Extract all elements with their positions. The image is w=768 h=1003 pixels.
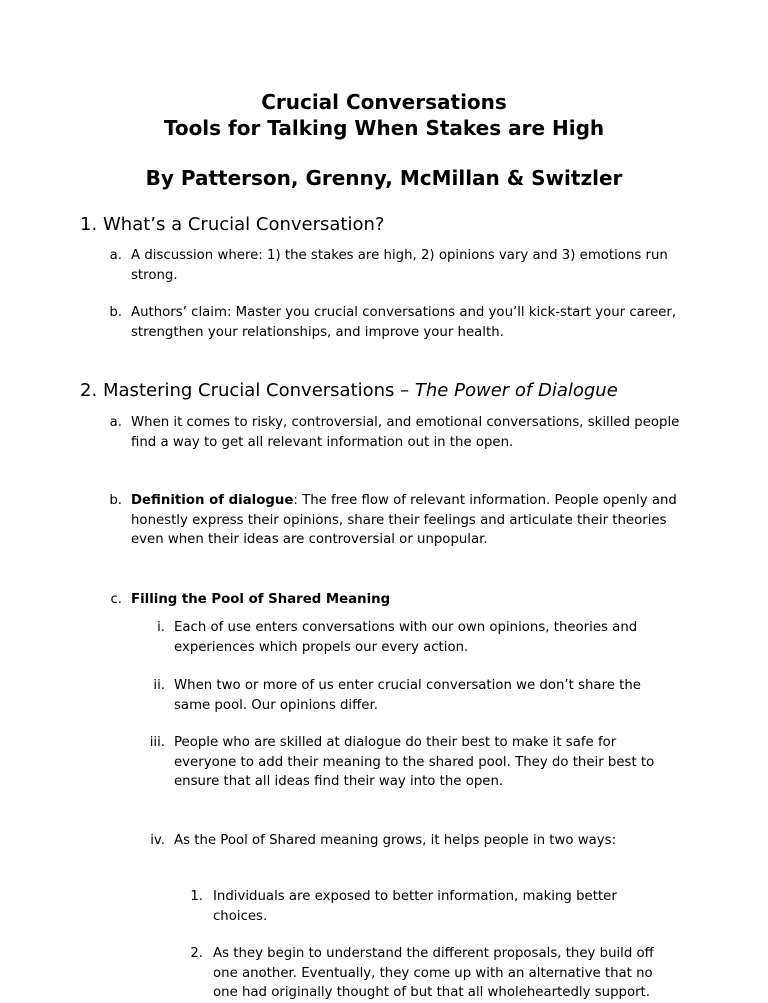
list-label: c. <box>110 592 122 607</box>
list-label: iv. <box>150 833 165 848</box>
list-label: i. <box>157 620 165 635</box>
list-label: ii. <box>153 678 165 693</box>
section-title-italic: The Power of Dialogue <box>414 380 618 401</box>
definition-term: Definition of dialogue <box>131 493 294 508</box>
list-label: b. <box>109 305 122 320</box>
document-authors: By Patterson, Grenny, McMillan & Switzler <box>145 166 623 190</box>
list-text <box>131 491 691 550</box>
list-text: When it comes to risky, controversial, and emotional conversations, skilled people find a way to get all relevant information out in the open. <box>131 415 680 450</box>
section-number: 1. <box>80 214 98 235</box>
list-text: When two or more of us enter crucial conversation we don’t share the same pool. Our opinions differ. <box>174 678 641 713</box>
section-title-plain: Mastering Crucial Conversations – <box>103 380 410 401</box>
list-label: iii. <box>149 735 165 750</box>
document-title-line2: Tools for Talking When Stakes are High <box>163 116 605 140</box>
subsection-title: Filling the Pool of Shared Meaning <box>131 592 391 607</box>
list-label: b. <box>109 493 122 508</box>
list-label: 2. <box>190 946 203 961</box>
section-number: 2. <box>80 380 98 401</box>
list-text: As they begin to understand the different proposals, they build off one another. Eventually, they come up with an alternative that no one had originally thought of but that all wholeheartedly support. <box>213 946 654 1000</box>
list-text: Each of use enters conversations with our own opinions, theories and experiences which propels our every action. <box>174 620 638 655</box>
list-label: a. <box>109 415 122 430</box>
list-text: As the Pool of Shared meaning grows, it helps people in two ways: <box>174 833 617 848</box>
list-label: 1. <box>190 889 203 904</box>
list-text: Authors’ claim: Master you crucial conversations and you’ll kick-start your career, strengthen your relationships, and improve your health. <box>131 305 677 340</box>
section-title: What’s a Crucial Conversation? <box>103 214 385 235</box>
list-text <box>131 590 691 610</box>
section-title <box>103 379 618 403</box>
document-title-line1: Crucial Conversations <box>261 90 507 114</box>
list-text: People who are skilled at dialogue do their best to make it safe for everyone to add their meaning to the shared pool. They do their best to ensure that all ideas find their way into the open. <box>174 735 655 789</box>
list-text: Individuals are exposed to better information, making better choices. <box>213 889 617 924</box>
list-label: a. <box>109 248 122 263</box>
definition-text: : The free flow of relevant information. People openly and honestly express their opinions, share their feelings and articulate their theories even when their ideas are controversial or unpopular. <box>131 493 677 547</box>
list-text: A discussion where: 1) the stakes are high, 2) opinions vary and 3) emotions run strong. <box>131 248 668 283</box>
